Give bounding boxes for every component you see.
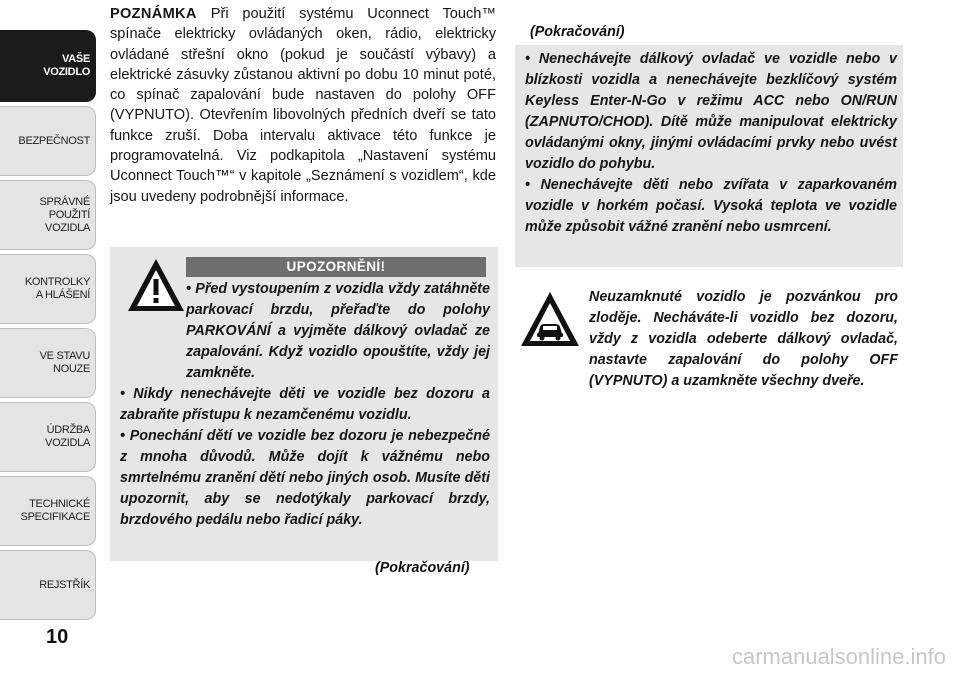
tab-rejstrik[interactable]: REJSTŘÍK [0,550,96,620]
warning-box-left [110,247,498,561]
tab-ve-stavu-nouze[interactable]: VE STAVU NOUZE [0,328,96,398]
note-lead: POZNÁMKA [110,6,197,22]
continued-label-left: (Pokračování) [375,560,470,576]
note-text: Při použití systému Uconnect Touch™ spínače elektricky ovládaných oken, rádio, elektricky ovládané střešní okno (pokud je součástí výbavy) a elektrické zásuvky zůstanou aktivní po dobu 10 minut poté, co spínač zapalování bude nastaven do polohy OFF (VYPNUTO). Otevřením libovolných předních dveří se tato funkce zruší. Doba intervalu aktivace této funkce je programovatelná. Viz podkapitola „Nastavení systému Uconnect Touch™“ v kapitole „Seznámení s vozidlem“, kde jsou uvedeny podrobnější informace. [110,6,496,205]
page-number: 10 [46,626,69,648]
watermark: carmanualsonline.info [731,644,946,669]
warning-item: • Před vystoupením z vozidla vždy zatáhněte parkovací brzdu, přeřaďte do polohy PARKOVÁNÍ a vyjměte dálkový ovladač ze zapalování. Když vozidlo opouštíte, vždy jej zamkněte. [186,281,490,381]
warning-box-right [515,45,903,267]
tab-vase-vozidlo[interactable]: VAŠE VOZIDLO [0,30,96,102]
theft-warning-note [515,287,898,392]
theft-warning-text: Neuzamknuté vozidlo je pozvánkou pro zloděje. Necháváte-li vozidlo bez dozoru, vždy z vozidla odeberte dálkový ovladač, nastavte zapalování do polohy OFF (VYPNUTO) a uzamkněte všechny dveře. [589,289,898,389]
warning-text-left [120,279,490,531]
warning-item: • Nenechávejte děti nebo zvířata v zaparkovaném vozidle v horkém počasí. Vysoká teplota ve vozidle může způsobit vážné zranění nebo usmrcení. [525,177,897,235]
warning-item: • Nikdy nenechávejte děti ve vozidle bez dozoru a zabraňte přístupu k nezamčenému vozidlu. [120,386,490,423]
continued-label-right: (Pokračování) [530,24,625,40]
warning-item: • Nenechávejte dálkový ovladač ve vozidle nebo v blízkosti vozidla a nenechávejte bezklíčový systém Keyless Enter-N-Go v režimu ACC nebo ON/RUN (ZAPNUTO/CHOD). Dítě může manipulovat elektricky ovládanými okny, jinými ovládacími prvky nebo uvést vozidlo do pohybu. [525,51,897,172]
warning-item: • Ponechání dětí ve vozidle bez dozoru je nebezpečné z mnoha důvodů. Může dojít k vážnému nebo smrtelnému zranění dětí nebo jiných osob. Musíte děti upozornit, aby se nedotýkaly parkovací brzdy, brzdového pedálu nebo řadicí páky. [120,428,490,528]
warning-title: UPOZORNĚNÍ! [186,257,486,277]
tab-bezpecnost[interactable]: BEZPEČNOST [0,106,96,176]
chapter-sidebar [0,0,98,640]
note-paragraph [110,4,496,207]
tab-technicke-specifikace[interactable]: TECHNICKÉ SPECIFIKACE [0,476,96,546]
warning-text-right [525,49,897,238]
tab-kontrolky-a-hlaseni[interactable]: KONTROLKY A HLÁŠENÍ [0,254,96,324]
tab-udrzba-vozidla[interactable]: ÚDRŽBA VOZIDLA [0,402,96,472]
tab-spravne-pouziti-vozidla[interactable]: SPRÁVNÉ POUŽITÍ VOZIDLA [0,180,96,250]
